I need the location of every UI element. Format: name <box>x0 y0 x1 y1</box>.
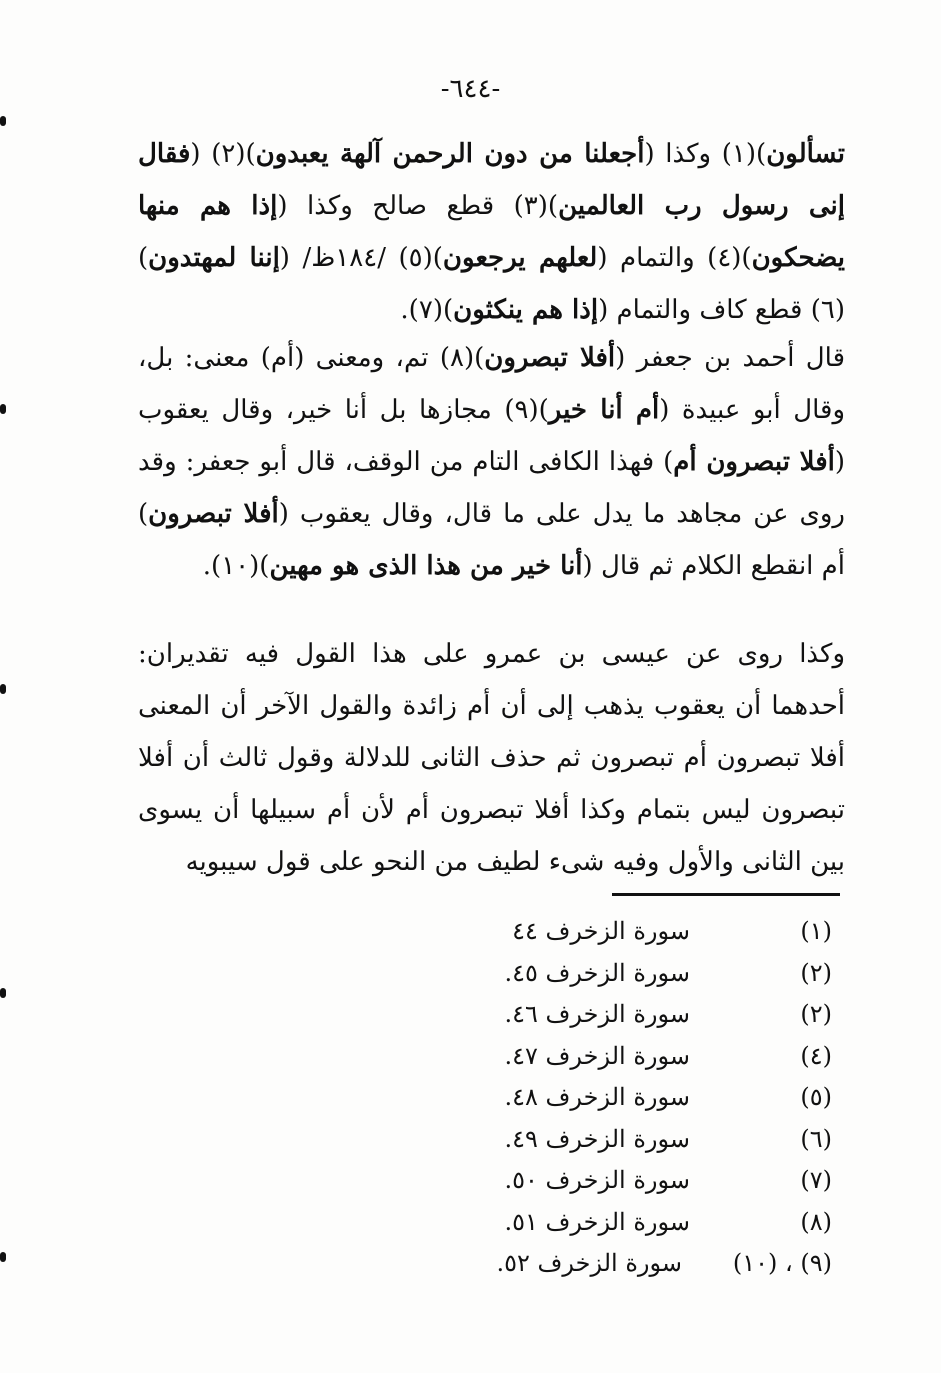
text-run: )(٢) ( <box>190 139 256 169</box>
footnote-number: (٦) <box>800 1124 832 1153</box>
quran-quote: أجعلنا من دون الرحمن آلهة يعبدون <box>255 139 645 169</box>
paragraph-2 <box>138 332 845 592</box>
quran-quote: أفلا تبصرون أم <box>673 447 835 477</box>
paragraph-3 <box>138 628 845 888</box>
quran-quote: أم أنا خير <box>548 395 660 425</box>
text-run: )(٣) قطع صالح وكذا ( <box>277 191 559 221</box>
footnote-item <box>480 1119 850 1161</box>
footnote-separator <box>612 893 840 896</box>
text-run: )(٨) تم، ومعنى (أم) معنى: بل، وقال أبو عبيدة ( <box>138 343 846 425</box>
quran-quote: إذا هم ينكثون <box>453 295 599 325</box>
footnote-item <box>480 1160 850 1202</box>
footnote-text: سورة الزخرف ٤٩. <box>504 1124 690 1153</box>
footnote-text: سورة الزخرف ٥٠. <box>504 1166 690 1194</box>
footnote-number: (٧) <box>800 1166 832 1194</box>
text-run: )(٩) مجازها بل أنا خير، وقال يعقوب ( <box>138 395 846 477</box>
footnote-text: سورة الزخرف ٤٧. <box>504 1041 690 1070</box>
footnote-text: سورة الزخرف ٥١. <box>504 1207 690 1236</box>
text-run: ) أم انقطع الكلام ثم قال ( <box>138 499 845 581</box>
footnote-text: سورة الزخرف ٤٦. <box>504 1000 690 1028</box>
footnote-number: (٢) <box>800 958 832 987</box>
footnote-text: سورة الزخرف ٥٢. <box>496 1249 682 1277</box>
text-run: )(٦) قطع كاف والتمام ( <box>138 243 845 325</box>
footnote-item <box>480 1036 850 1078</box>
footnote-number: (٢) <box>800 1000 832 1028</box>
footnote-number: (٩) ، (١٠) <box>732 1249 832 1277</box>
footnote-number: (١) <box>800 917 832 945</box>
footnote-item <box>480 1202 850 1244</box>
footnote-item <box>480 911 850 953</box>
footnote-item <box>480 994 850 1036</box>
text-run: )(١٠). <box>202 551 270 581</box>
scan-mark <box>0 1252 6 1262</box>
quran-quote: لعلهم يرجعون <box>442 243 598 273</box>
text-run: وكذا روى عن عيسى بن عمرو على هذا القول فيه تقديران: أحدهما أن يعقوب يذهب إلى أن أم زائدة والقول الآخر أن المعنى أفلا تبصرون أم تبصرون ثم حذف الثانى للدلالة وقول ثالث أن أفلا تبصرون ليس بتمام وكذا أفلا تبصرون أم لأن أم سبيلها أن يسوى بين الثانى والأول وفيه شىء لطيف من النحو على قول سيبويه <box>138 639 845 877</box>
footnote-item <box>480 953 850 995</box>
footnote-number: (٤) <box>800 1041 832 1070</box>
text-run: )(٥) /١٨٤ظ/ ( <box>279 243 443 273</box>
scan-mark <box>0 684 6 694</box>
quran-quote: تسألون <box>766 139 845 169</box>
footnotes-list <box>480 911 850 1285</box>
quran-quote: إذا هم منها يضحكون <box>138 191 846 273</box>
text-run: )(٤) والتمام ( <box>597 243 752 273</box>
text-run: قال أحمد بن جعفر ( <box>615 343 845 373</box>
footnote-item <box>480 1243 850 1285</box>
footnote-text: سورة الزخرف ٤٤ <box>512 917 690 945</box>
scan-mark <box>0 116 6 126</box>
footnote-number: (٨) <box>800 1207 832 1236</box>
quran-quote: أفلا تبصرون <box>484 343 616 373</box>
quran-quote: إننا لمهتدون <box>148 243 280 273</box>
footnote-text: سورة الزخرف ٤٥. <box>504 958 690 987</box>
quran-quote: أفلا تبصرون <box>148 499 279 529</box>
scan-mark <box>0 988 6 998</box>
text-run: )(١) وكذا ( <box>644 139 767 169</box>
footnote-number: (٥) <box>800 1083 832 1111</box>
text-run: )(٧). <box>400 295 454 325</box>
page-number: -٦٤٤- <box>440 74 501 104</box>
quran-quote: أنا خير من هذا الذى هو مهين <box>269 551 583 581</box>
quran-quote: فقال إنى رسول رب العالمين <box>138 139 846 221</box>
text-run: ) فهذا الكافى التام من الوقف، قال أبو جعفر: وقد روى عن مجاهد ما يدل على ما قال، وقال يعقوب ( <box>138 447 845 529</box>
paragraph-1 <box>138 128 845 336</box>
footnote-item <box>480 1077 850 1119</box>
scan-mark <box>0 404 6 414</box>
footnote-text: سورة الزخرف ٤٨. <box>504 1083 690 1111</box>
